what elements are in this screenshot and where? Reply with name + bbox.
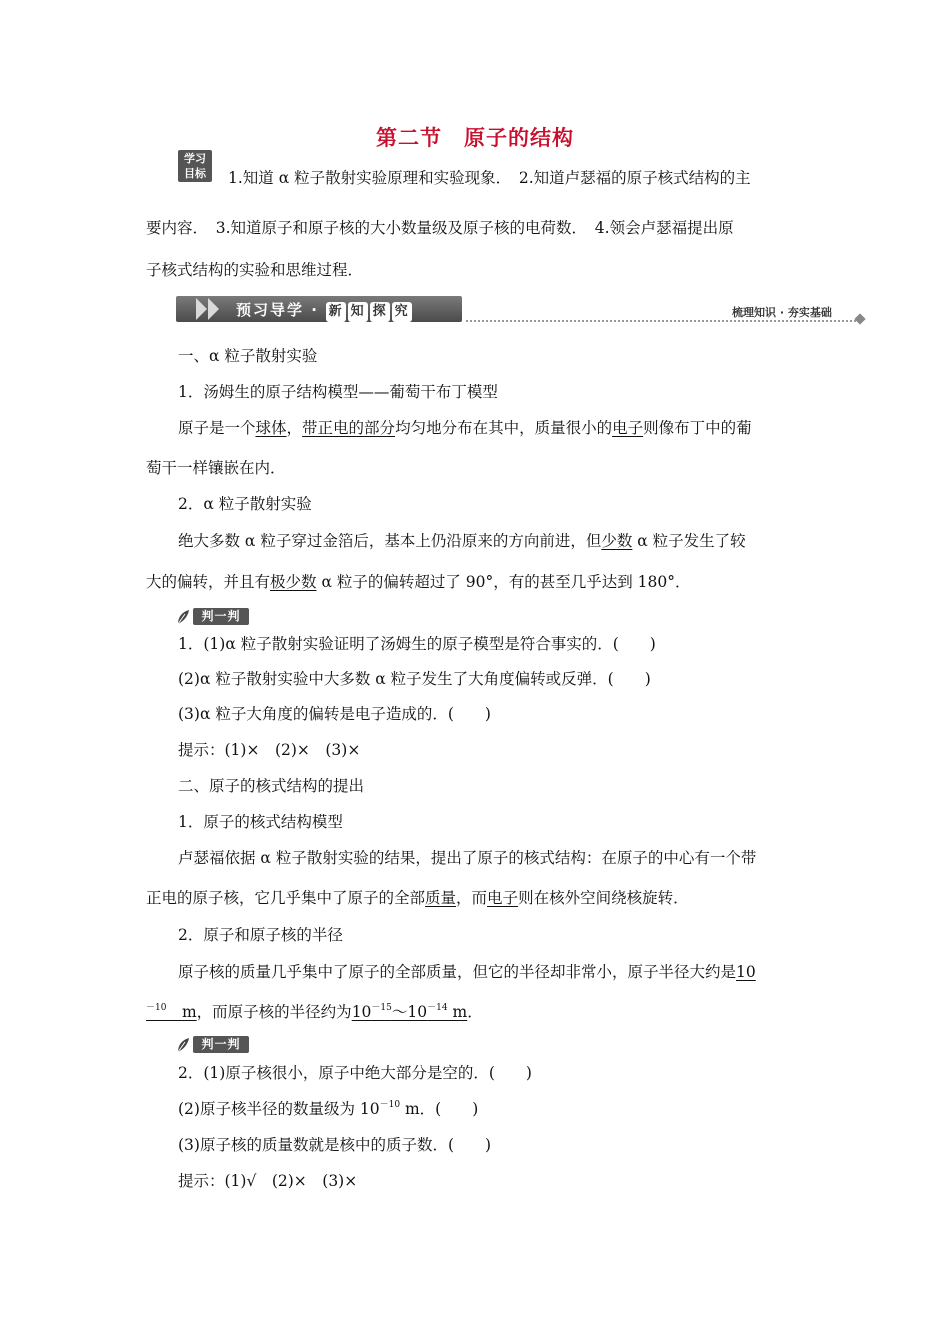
banner-box-char: 新 bbox=[326, 302, 346, 322]
page-title: 第二节 原子的结构 bbox=[376, 126, 574, 150]
section2-p2-line1: 原子核的质量几乎集中了原子的全部质量，但它的半径却非常小，原子半径大约是10 bbox=[178, 963, 756, 981]
section2-sub2: 2．原子和原子核的半径 bbox=[178, 926, 343, 944]
judge2-q2: (2)原子核半径的数量级为 $10^{-10}$ m．( ) bbox=[178, 1100, 479, 1118]
banner-box-char: 知 bbox=[348, 302, 368, 322]
banner-dotted-rule bbox=[466, 320, 860, 322]
section1-heading: 一、α 粒子散射实验 bbox=[178, 347, 318, 365]
underlined-answer: 极少数 bbox=[270, 573, 317, 591]
judge1-q2: (2)α 粒子散射实验中大多数 α 粒子发生了大角度偏转或反弹．( ) bbox=[178, 670, 651, 688]
objectives-line2: 要内容． 3.知道原子和原子核的大小数量级及原子核的电荷数． 4.领会卢瑟福提出原 bbox=[146, 219, 734, 237]
section1-p2-line1: 绝大多数 α 粒子穿过金箔后，基本上仍沿原来的方向前进，但少数 α 粒子发生了较 bbox=[178, 532, 746, 550]
chevron-right-icon bbox=[208, 298, 219, 320]
objectives-line1: 1.知道 α 粒子散射实验原理和实验现象． 2.知道卢瑟福的原子核式结构的主 bbox=[228, 169, 751, 187]
section2-heading: 二、原子的核式结构的提出 bbox=[178, 777, 365, 795]
judge1-hint: 提示：(1)× (2)× (3)× bbox=[178, 741, 361, 759]
judge1-q3: (3)α 粒子大角度的偏转是电子造成的．( ) bbox=[178, 705, 491, 723]
underlined-answer: 质量 bbox=[425, 889, 457, 907]
objectives-line3: 子核式结构的实验和思维过程． bbox=[146, 261, 364, 279]
judge-pill: 判一判 bbox=[193, 1036, 249, 1053]
leaf-icon bbox=[176, 1037, 190, 1053]
underlined-answer: 电子 bbox=[612, 419, 644, 437]
underlined-answer: 少数 bbox=[601, 532, 633, 550]
banner-box-char: 探 bbox=[370, 302, 390, 322]
section-banner bbox=[176, 296, 466, 324]
badge-line1: 学习 bbox=[184, 152, 206, 165]
underlined-answer: 10 bbox=[736, 963, 756, 981]
judge-pill: 判一判 bbox=[193, 608, 249, 625]
section1-sub1: 1．汤姆生的原子结构模型——葡萄干布丁模型 bbox=[178, 383, 498, 401]
judge1-q1: 1．(1)α 粒子散射实验证明了汤姆生的原子模型是符合事实的．( ) bbox=[178, 635, 656, 653]
underlined-answer: 电子 bbox=[487, 889, 519, 907]
section1-p1-line2: 萄干一样镶嵌在内． bbox=[146, 459, 286, 477]
underlined-answer: 球体 bbox=[255, 419, 287, 437]
learning-objectives-badge bbox=[178, 150, 212, 182]
banner-prefix: 预习导学 · bbox=[236, 301, 319, 319]
underlined-answer: 带正电的部分 bbox=[302, 419, 396, 437]
judge2-q1: 2．(1)原子核很小，原子中绝大部分是空的．( ) bbox=[178, 1064, 532, 1082]
section2-p2-line2: $^{-10}$ m，而原子核的半径约为$10^{-15}\sim 10^{-14}$ m． bbox=[146, 1003, 483, 1021]
section2-p1-line1: 卢瑟福依据 α 粒子散射实验的结果，提出了原子的核式结构：在原子的中心有一个带 bbox=[178, 849, 757, 867]
leaf-icon bbox=[176, 609, 190, 625]
diamond-icon bbox=[854, 313, 865, 324]
banner-right-label: 梳理知识 · 夯实基础 bbox=[732, 306, 832, 319]
section2-p1-line2: 正电的原子核，它几乎集中了原子的全部质量，而电子则在核外空间绕核旋转． bbox=[146, 889, 689, 907]
chevron-right-icon bbox=[196, 298, 207, 320]
section2-sub1: 1．原子的核式结构模型 bbox=[178, 813, 343, 831]
judge2-hint: 提示：(1)√ (2)× (3)× bbox=[178, 1172, 358, 1190]
judge2-q3: (3)原子核的质量数就是核中的质子数．( ) bbox=[178, 1136, 492, 1154]
section1-sub2: 2．α 粒子散射实验 bbox=[178, 495, 312, 513]
underlined-answer: $^{-10}$ m bbox=[146, 1003, 197, 1021]
section1-p1-line1: 原子是一个球体，带正电的部分均匀地分布在其中，质量很小的电子则像布丁中的葡 bbox=[178, 419, 752, 437]
underlined-answer: $10^{-15}\sim 10^{-14}$ m bbox=[351, 1003, 468, 1021]
section1-p2-line2: 大的偏转，并且有极少数 α 粒子的偏转超过了 90°，有的甚至几乎达到 180°． bbox=[146, 573, 691, 591]
badge-line2: 目标 bbox=[184, 167, 206, 180]
banner-box-char: 究 bbox=[392, 302, 412, 322]
